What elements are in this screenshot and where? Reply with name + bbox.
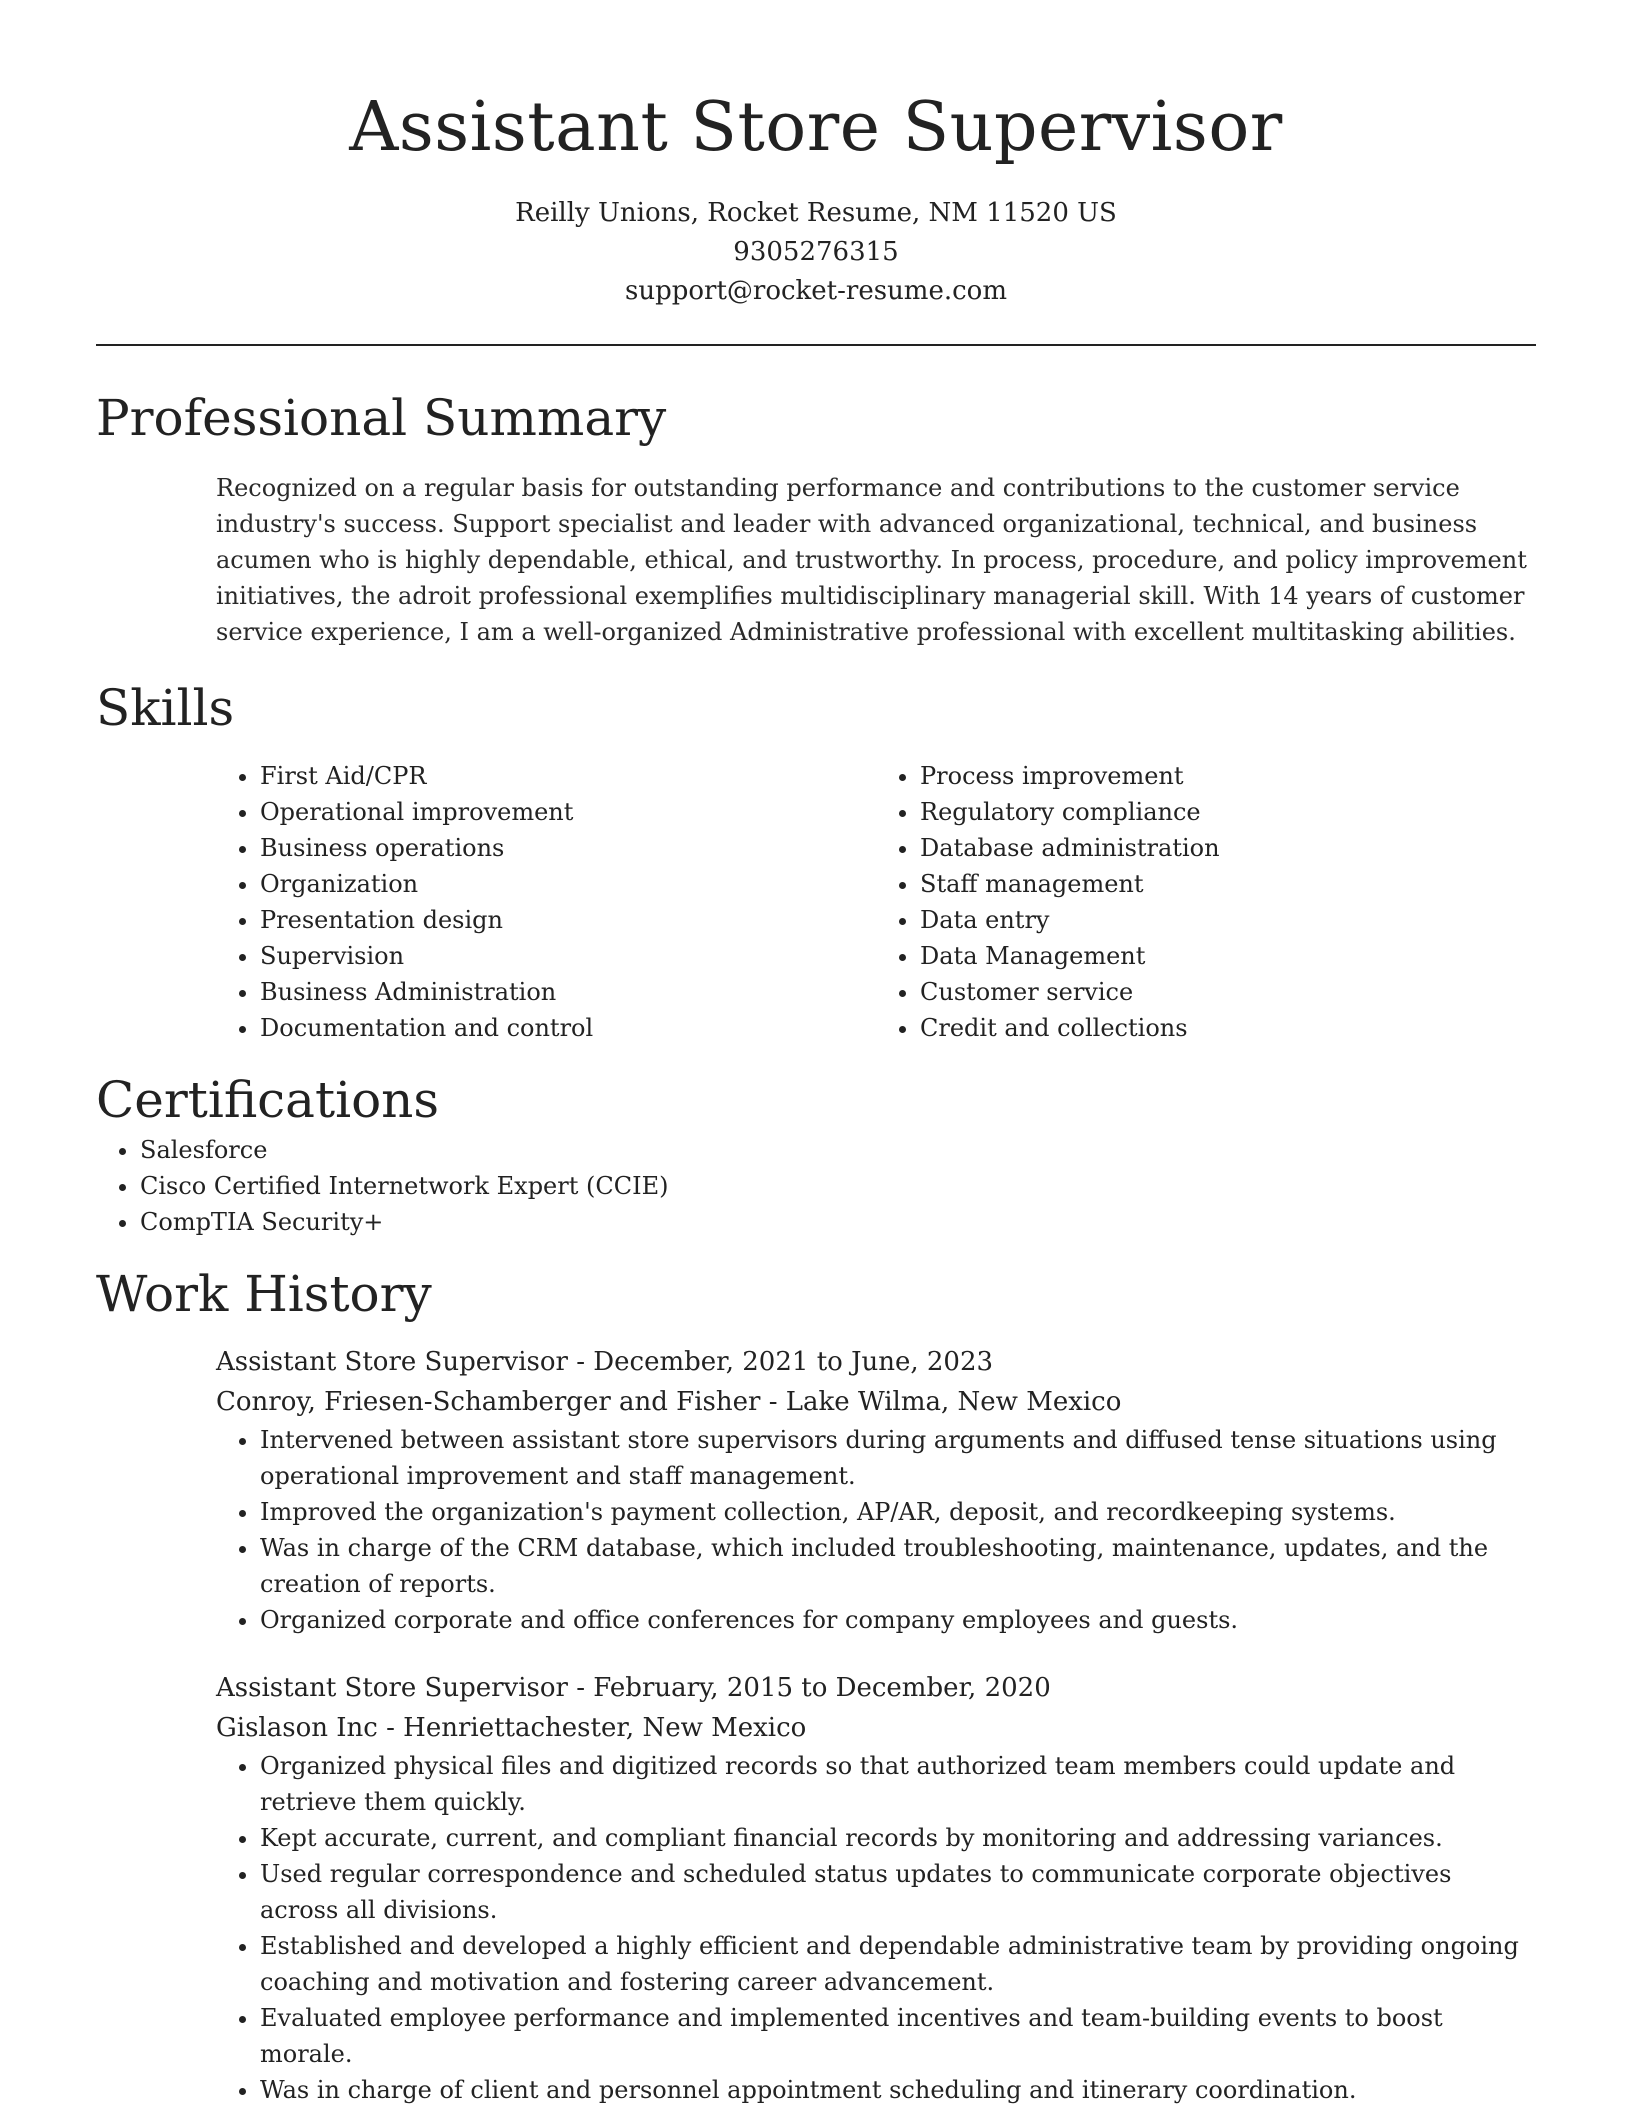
resume-name: Assistant Store Supervisor: [349, 88, 1283, 167]
summary-section: [0, 386, 1632, 650]
job-entry: [216, 1342, 1536, 1638]
skill-item: • Customer service: [920, 974, 1536, 1010]
job-company-line: Gislason Inc - Henriettachester, New Mexico: [216, 1713, 807, 1743]
job-bullet: • Was in charge of client and personnel appointment scheduling and itinerary coordination.: [260, 2072, 1536, 2108]
skills-columns: [216, 758, 1536, 1046]
job-bullet: • Was in charge of the CRM database, which included troubleshooting, maintenance, updates, and the creation of reports.: [260, 1530, 1536, 1602]
certification-item: • Cisco Certified Internetwork Expert (CCIE): [140, 1168, 1536, 1204]
job-bullets: [216, 1748, 1536, 2108]
job-company-line: Conroy, Friesen-Schamberger and Fisher - Lake Wilma, New Mexico: [216, 1387, 1122, 1417]
skill-item: • Process improvement: [920, 758, 1536, 794]
skill-item: • Credit and collections: [920, 1010, 1536, 1046]
skill-item: • First Aid/CPR: [260, 758, 876, 794]
work-history-section: [0, 1262, 1632, 2108]
job-role: Assistant Store Supervisor: [216, 1673, 568, 1703]
job-dates: December, 2021 to June, 2023: [593, 1347, 994, 1377]
job-bullet: • Kept accurate, current, and compliant financial records by monitoring and addressing variances.: [260, 1820, 1536, 1856]
skill-item: • Business operations: [260, 830, 876, 866]
job-dates: February, 2015 to December, 2020: [593, 1673, 1051, 1703]
contact-phone: 9305276315: [733, 237, 899, 267]
work-history-heading: Work History: [96, 1265, 432, 1323]
certifications-section: [0, 1068, 1632, 1240]
job-location: Henriettachester, New Mexico: [403, 1713, 807, 1743]
certification-item: • Salesforce: [140, 1132, 1536, 1168]
resume-header: [0, 0, 1632, 311]
job-role: Assistant Store Supervisor: [216, 1347, 568, 1377]
contact-address: Reilly Unions, Rocket Resume, NM 11520 US: [515, 198, 1117, 228]
certifications-list: [96, 1132, 1536, 1240]
header-divider: [96, 344, 1536, 346]
certifications-heading: Certifications: [96, 1071, 440, 1129]
job-company: Gislason Inc: [216, 1713, 378, 1743]
skill-item: • Business Administration: [260, 974, 876, 1010]
summary-text: Recognized on a regular basis for outstanding performance and contributions to the customer service industry's success. Support specialist and leader with advanced organizational, technical, and business acumen who is highly dependable, ethical, and trustworthy. In process, procedure, and policy improvement initiatives, the adroit professional exemplifies multidisciplinary managerial skill. With 14 years of customer service experience, I am a well-organized Administrative professional with excellent multitasking abilities.: [216, 474, 1527, 646]
job-company: Conroy, Friesen-Schamberger and Fisher: [216, 1387, 761, 1417]
job-bullet: • Used regular correspondence and scheduled status updates to communicate corporate objectives across all divisions.: [260, 1856, 1536, 1928]
skills-heading: Skills: [96, 679, 235, 737]
job-bullet: • Evaluated employee performance and implemented incentives and team-building events to boost morale.: [260, 2000, 1536, 2072]
skill-item: • Regulatory compliance: [920, 794, 1536, 830]
skills-list-left: [216, 758, 876, 1046]
certification-item: • CompTIA Security+: [140, 1204, 1536, 1240]
job-bullet: • Organized corporate and office conferences for company employees and guests.: [260, 1602, 1536, 1638]
skill-item: • Operational improvement: [260, 794, 876, 830]
summary-heading: Professional Summary: [96, 389, 667, 447]
job-bullet: • Established and developed a highly efficient and dependable administrative team by providing ongoing coaching and motivation and fostering career advancement.: [260, 1928, 1536, 2000]
skill-item: • Staff management: [920, 866, 1536, 902]
job-bullets: [216, 1422, 1536, 1638]
skill-item: • Database administration: [920, 830, 1536, 866]
skill-item: • Presentation design: [260, 902, 876, 938]
skill-item: • Supervision: [260, 938, 876, 974]
job-role-line: Assistant Store Supervisor - February, 2015 to December, 2020: [216, 1673, 1051, 1703]
job-role-line: Assistant Store Supervisor - December, 2021 to June, 2023: [216, 1347, 994, 1377]
job-bullet: • Improved the organization's payment collection, AP/AR, deposit, and recordkeeping systems.: [260, 1494, 1536, 1530]
contact-block: [0, 194, 1632, 311]
job-entry: [216, 1668, 1536, 2108]
skills-section: [0, 676, 1632, 1046]
skill-item: • Data Management: [920, 938, 1536, 974]
skills-list-right: [876, 758, 1536, 1046]
skill-item: • Organization: [260, 866, 876, 902]
contact-email: support@rocket-resume.com: [624, 276, 1007, 306]
job-location: Lake Wilma, New Mexico: [785, 1387, 1122, 1417]
skill-item: • Data entry: [920, 902, 1536, 938]
job-bullet: • Intervened between assistant store supervisors during arguments and diffused tense situations using operational improvement and staff management.: [260, 1422, 1536, 1494]
job-bullet: • Organized physical files and digitized records so that authorized team members could update and retrieve them quickly.: [260, 1748, 1536, 1820]
skill-item: • Documentation and control: [260, 1010, 876, 1046]
